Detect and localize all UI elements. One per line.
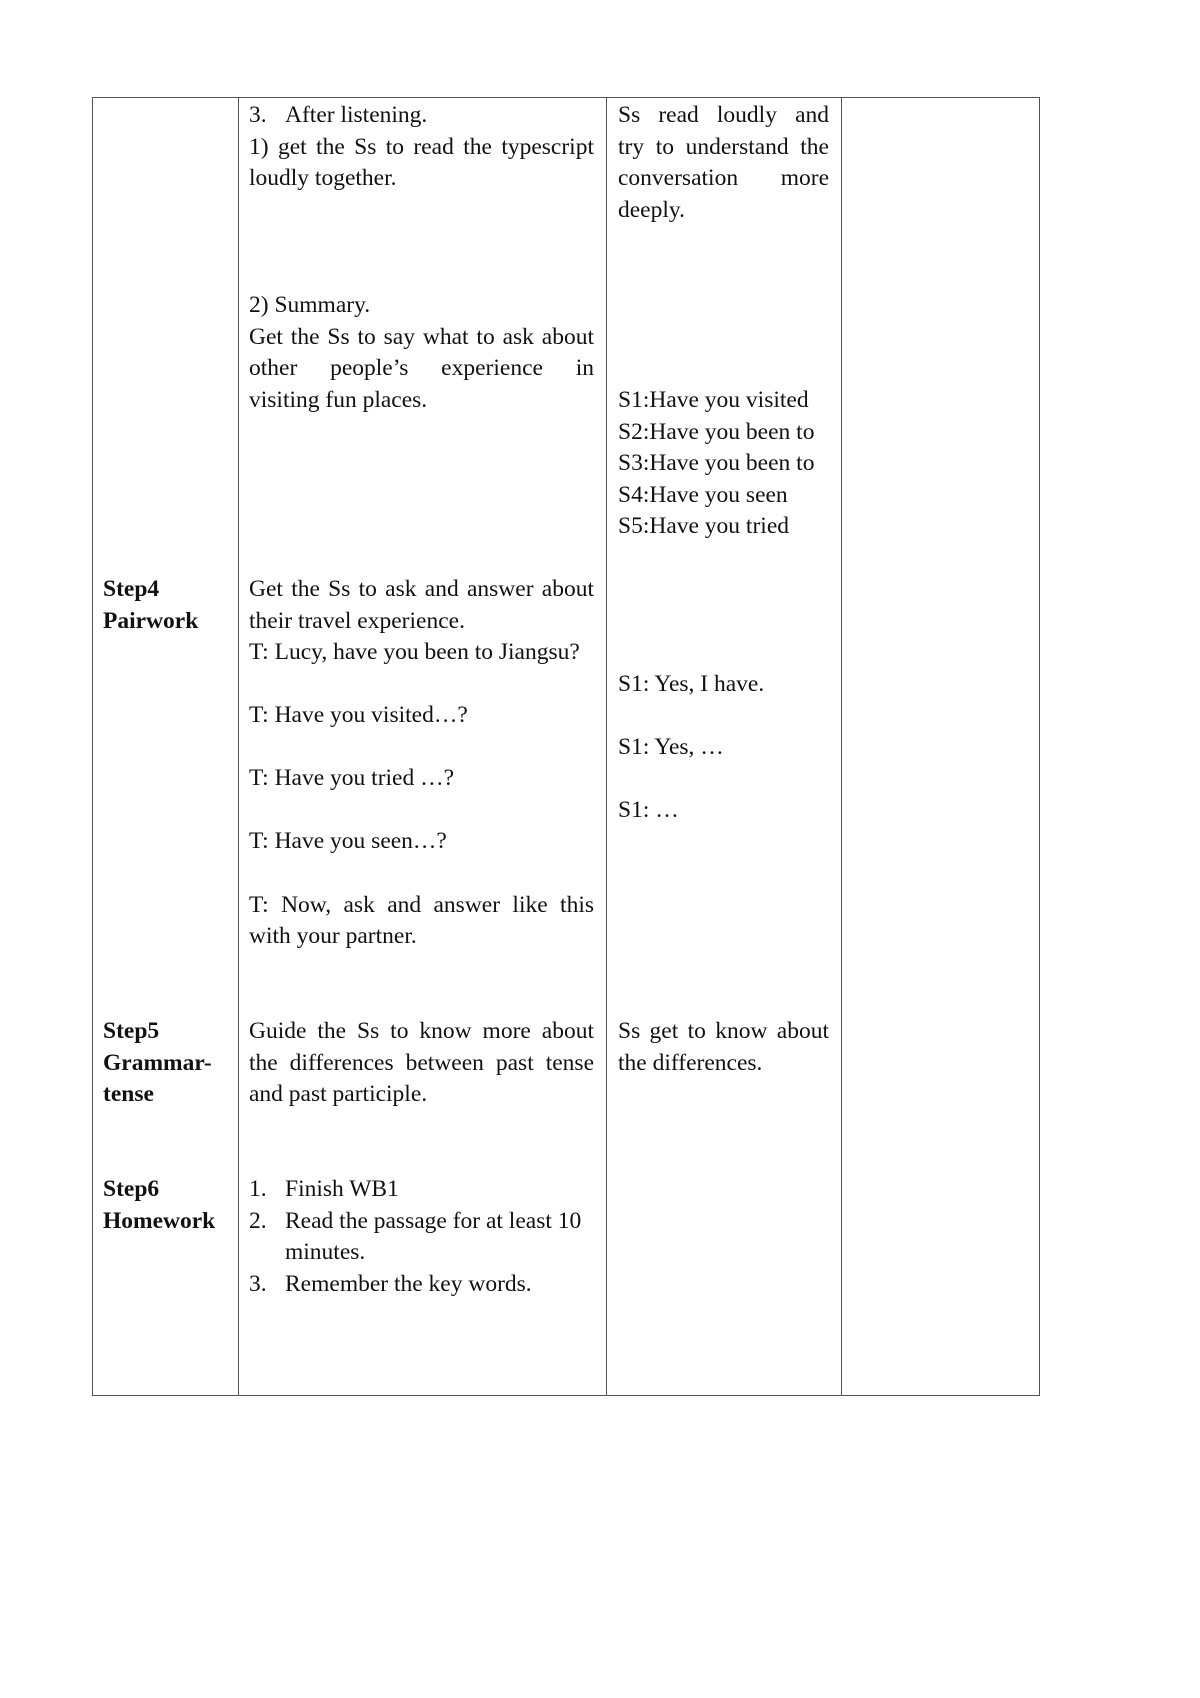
homework-item: 2. Read the passage for at least 10 <box>249 1208 582 1234</box>
step5-subtitle: Grammar- <box>103 1050 212 1076</box>
after-listening-heading: 3. After listening. <box>249 102 428 128</box>
teacher-text-line: loudly together. <box>249 165 397 191</box>
teacher-text-line: and past participle. <box>249 1081 428 1107</box>
homework-item: 1. Finish WB1 <box>249 1176 399 1202</box>
step4-subtitle: Pairwork <box>103 608 199 634</box>
step4-title: Step4 <box>103 576 160 602</box>
student-answer: S1: Yes, I have. <box>618 671 765 697</box>
teacher-text-line: Guide the Ss to know more about <box>249 1018 594 1044</box>
step6-title: Step6 <box>103 1176 160 1202</box>
step5-title: Step5 <box>103 1018 160 1044</box>
teacher-question: T: Have you tried …? <box>249 765 455 791</box>
student-text-line: deeply. <box>618 197 685 223</box>
column-divider <box>238 98 239 1395</box>
student-question: S4:Have you seen <box>618 482 788 508</box>
teacher-text-line: Get the Ss to say what to ask about <box>249 324 594 350</box>
student-text-line: conversation more <box>618 165 829 191</box>
teacher-text-line: T: Now, ask and answer like this <box>249 892 594 918</box>
teacher-text-line: Get the Ss to ask and answer about <box>249 576 594 602</box>
teacher-text-line: 1) get the Ss to read the typescript <box>249 134 594 160</box>
teacher-text-line: the differences between past tense <box>249 1050 594 1076</box>
teacher-question: T: Have you seen…? <box>249 828 447 854</box>
student-text-line: try to understand the <box>618 134 829 160</box>
student-question: S3:Have you been to <box>618 450 815 476</box>
step5-subtitle: tense <box>103 1081 154 1107</box>
teacher-text-line: visiting fun places. <box>249 387 428 413</box>
column-divider <box>841 98 842 1395</box>
teacher-text-line: with your partner. <box>249 923 417 949</box>
lesson-plan-table <box>92 97 1040 1396</box>
homework-item: 3. Remember the key words. <box>249 1271 532 1297</box>
student-text-line: Ss read loudly and <box>618 102 829 128</box>
student-text-line: Ss get to know about <box>618 1018 829 1044</box>
homework-item-continuation: minutes. <box>285 1239 366 1265</box>
student-question: S1:Have you visited <box>618 387 809 413</box>
teacher-text-line: other people’s experience in <box>249 355 594 381</box>
student-question: S2:Have you been to <box>618 419 815 445</box>
teacher-question: T: Have you visited…? <box>249 702 468 728</box>
student-question: S5:Have you tried <box>618 513 789 539</box>
teacher-text-line: their travel experience. <box>249 608 465 634</box>
student-text-line: the differences. <box>618 1050 763 1076</box>
summary-heading: 2) Summary. <box>249 292 371 318</box>
teacher-question: T: Lucy, have you been to Jiangsu? <box>249 639 580 665</box>
student-answer: S1: … <box>618 797 679 823</box>
step6-subtitle: Homework <box>103 1208 216 1234</box>
column-divider <box>606 98 607 1395</box>
student-answer: S1: Yes, … <box>618 734 724 760</box>
